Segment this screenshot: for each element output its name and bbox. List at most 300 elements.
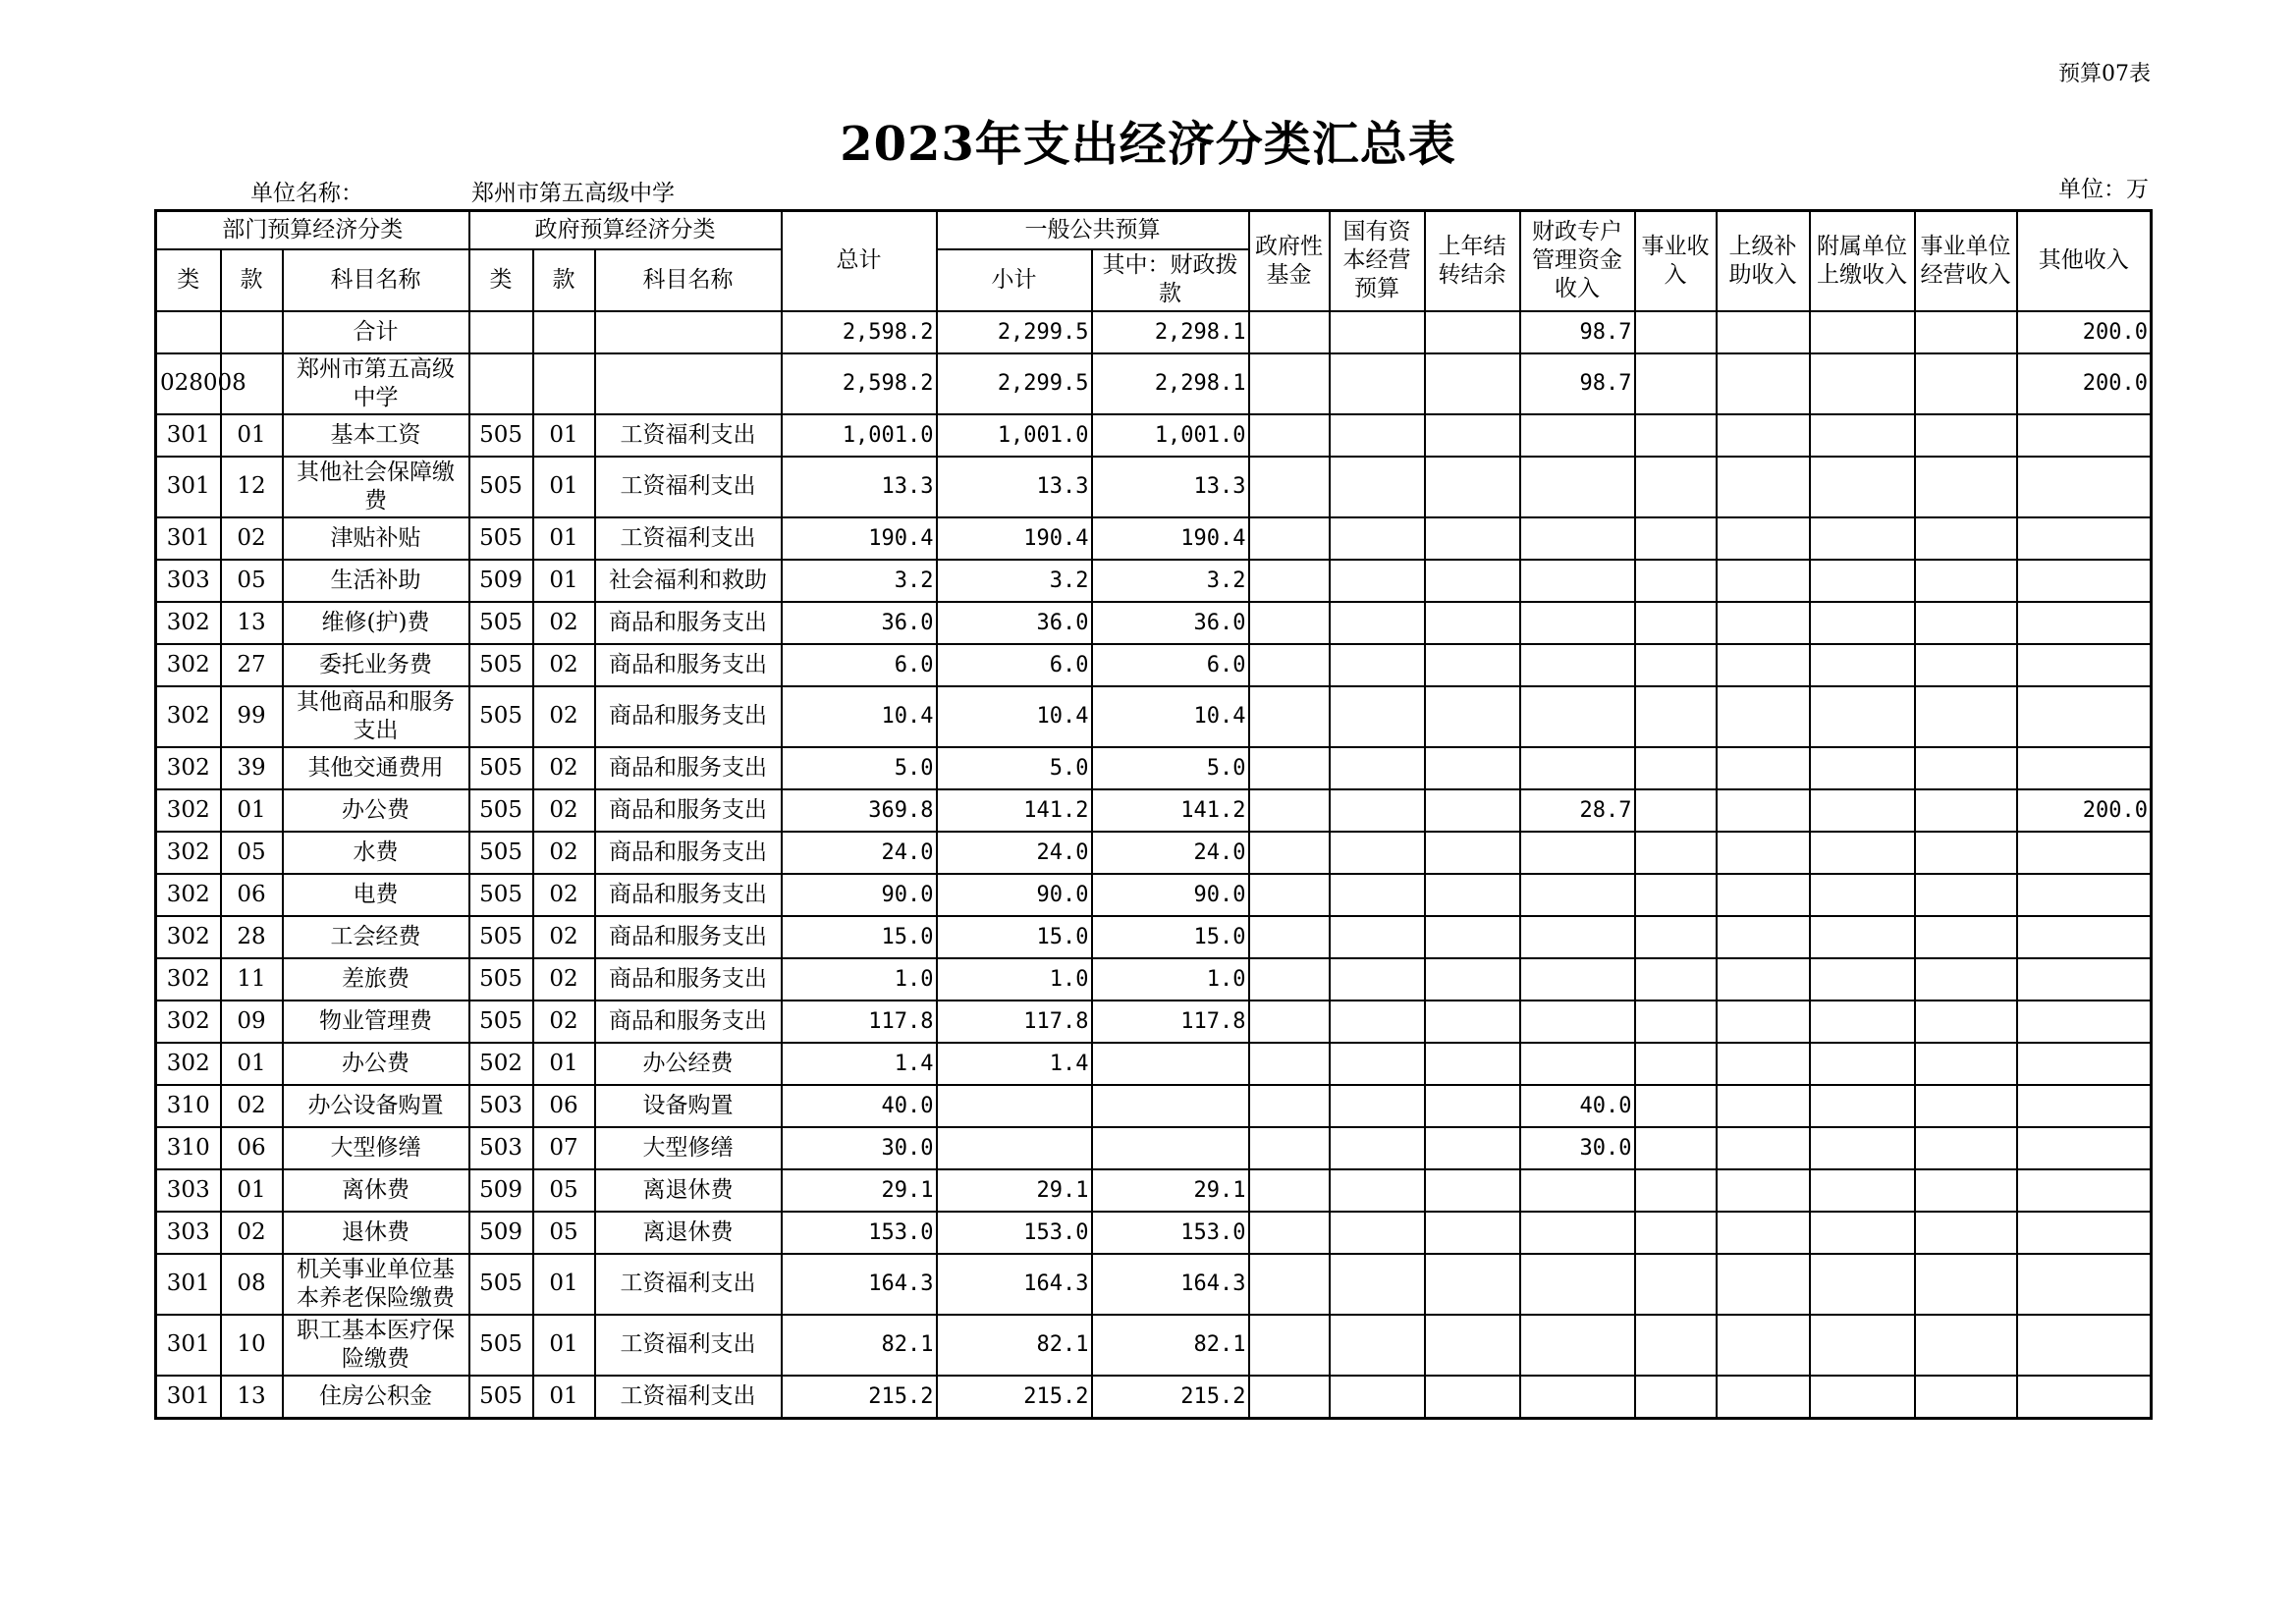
cell-fiscal-special: 98.7 [1520,353,1635,414]
cell-gov-fund [1249,1127,1330,1169]
cell-fiscal-special [1520,874,1635,916]
cell-dept-subject: 其他交通费用 [283,747,469,789]
cell-dept-kuan: 99 [221,686,283,747]
cell-dept-subject: 津贴补贴 [283,517,469,560]
cell-subtotal: 13.3 [937,457,1092,517]
cell-superior-subsidy [1717,1043,1810,1085]
cell-superior-subsidy [1717,1315,1810,1376]
cell-fiscal: 3.2 [1092,560,1249,602]
cell-superior-subsidy [1717,414,1810,457]
cell-fiscal-special: 40.0 [1520,1085,1635,1127]
cell-superior-subsidy [1717,832,1810,874]
cell-fiscal: 2,298.1 [1092,353,1249,414]
cell-dept-kuan: 27 [221,644,283,686]
cell-fiscal-special [1520,958,1635,1001]
cell-gov-kuan: 01 [533,1376,595,1419]
cell-state-capital [1330,686,1425,747]
cell-gov-fund [1249,1254,1330,1315]
cell-total: 164.3 [782,1254,937,1315]
cell-total: 82.1 [782,1315,937,1376]
cell-business-income [1635,832,1717,874]
cell-operating-income [1915,414,2017,457]
cell-gov-subject: 办公经费 [595,1043,782,1085]
table-row [156,353,2152,414]
cell-fiscal: 1,001.0 [1092,414,1249,457]
cell-gov-lei: 505 [469,1376,533,1419]
cell-gov-lei: 502 [469,1043,533,1085]
cell-state-capital [1330,1127,1425,1169]
cell-gov-fund [1249,1001,1330,1043]
cell-operating-income [1915,644,2017,686]
cell-other-income [2017,874,2152,916]
cell-carryover [1425,958,1520,1001]
cell-total: 13.3 [782,457,937,517]
cell-gov-fund [1249,916,1330,958]
form-number: 预算07表 [2058,62,2151,86]
unit-name-value: 郑州市第五高级中学 [471,181,675,206]
cell-gov-subject: 商品和服务支出 [595,747,782,789]
cell-superior-subsidy [1717,1254,1810,1315]
cell-fiscal: 82.1 [1092,1315,1249,1376]
cell-fiscal-special [1520,644,1635,686]
cell-dept-lei: 303 [156,1212,221,1254]
cell-business-income [1635,1001,1717,1043]
cell-gov-fund [1249,414,1330,457]
cell-subtotal: 15.0 [937,916,1092,958]
cell-carryover [1425,789,1520,832]
cell-superior-subsidy [1717,517,1810,560]
cell-subtotal: 117.8 [937,1001,1092,1043]
cell-dept-subject: 合计 [283,311,469,353]
cell-gov-fund [1249,832,1330,874]
cell-gov-subject: 商品和服务支出 [595,644,782,686]
cell-gov-lei: 505 [469,1001,533,1043]
cell-gov-fund [1249,517,1330,560]
cell-gov-subject: 离退休费 [595,1169,782,1212]
cell-dept-subject: 物业管理费 [283,1001,469,1043]
cell-fiscal-special: 98.7 [1520,311,1635,353]
table-row [156,1001,2152,1043]
cell-gov-lei: 505 [469,414,533,457]
cell-dept-subject: 住房公积金 [283,1376,469,1419]
cell-gov-fund [1249,602,1330,644]
cell-superior-subsidy [1717,1376,1810,1419]
cell-carryover [1425,874,1520,916]
cell-dept-subject: 退休费 [283,1212,469,1254]
cell-dept-kuan: 39 [221,747,283,789]
cell-fiscal-special [1520,686,1635,747]
cell-carryover [1425,1254,1520,1315]
cell-carryover [1425,1127,1520,1169]
cell-dept-lei [156,311,221,353]
cell-total: 30.0 [782,1127,937,1169]
cell-fiscal [1092,1127,1249,1169]
cell-state-capital [1330,1254,1425,1315]
cell-superior-subsidy [1717,602,1810,644]
cell-fiscal [1092,1043,1249,1085]
cell-gov-lei: 503 [469,1127,533,1169]
table-row [156,1212,2152,1254]
cell-other-income [2017,1169,2152,1212]
cell-fiscal-special [1520,1254,1635,1315]
cell-subtotal: 36.0 [937,602,1092,644]
cell-business-income [1635,517,1717,560]
cell-business-income [1635,1212,1717,1254]
cell-carryover [1425,1376,1520,1419]
cell-other-income [2017,517,2152,560]
cell-dept-subject: 郑州市第五高级中学 [283,353,469,414]
cell-gov-lei [469,353,533,414]
cell-operating-income [1915,1315,2017,1376]
cell-gov-kuan: 02 [533,916,595,958]
cell-fiscal: 6.0 [1092,644,1249,686]
header-gov-lei: 类 [469,249,533,311]
cell-other-income [2017,1043,2152,1085]
cell-gov-kuan: 02 [533,1001,595,1043]
cell-dept-kuan: 06 [221,874,283,916]
cell-operating-income [1915,1001,2017,1043]
cell-fiscal: 10.4 [1092,686,1249,747]
cell-gov-kuan: 06 [533,1085,595,1127]
cell-gov-subject: 商品和服务支出 [595,1001,782,1043]
cell-dept-subject: 工会经费 [283,916,469,958]
cell-dept-lei: 301 [156,1315,221,1376]
cell-other-income [2017,958,2152,1001]
expenditure-table [154,209,2153,1420]
cell-dept-kuan: 01 [221,1043,283,1085]
cell-dept-kuan: 10 [221,1315,283,1376]
cell-gov-lei: 505 [469,789,533,832]
cell-dept-kuan: 02 [221,517,283,560]
cell-operating-income [1915,686,2017,747]
cell-carryover [1425,414,1520,457]
cell-total: 15.0 [782,916,937,958]
cell-state-capital [1330,874,1425,916]
cell-operating-income [1915,560,2017,602]
table-row [156,958,2152,1001]
header-affiliated-income: 附属单位上缴收入 [1810,211,1915,311]
cell-business-income [1635,414,1717,457]
cell-other-income: 200.0 [2017,311,2152,353]
cell-affiliated-income [1810,1376,1915,1419]
cell-affiliated-income [1810,1212,1915,1254]
cell-gov-subject: 社会福利和救助 [595,560,782,602]
cell-gov-fund [1249,1169,1330,1212]
cell-gov-fund [1249,560,1330,602]
cell-gov-subject: 工资福利支出 [595,1254,782,1315]
table-row [156,832,2152,874]
cell-carryover [1425,1001,1520,1043]
cell-gov-kuan: 02 [533,644,595,686]
cell-other-income [2017,1127,2152,1169]
cell-superior-subsidy [1717,644,1810,686]
cell-gov-lei: 505 [469,958,533,1001]
cell-fiscal: 29.1 [1092,1169,1249,1212]
cell-total: 153.0 [782,1212,937,1254]
cell-dept-kuan: 05 [221,832,283,874]
cell-business-income [1635,311,1717,353]
cell-dept-subject: 其他社会保障缴费 [283,457,469,517]
cell-business-income [1635,686,1717,747]
table-row [156,1127,2152,1169]
cell-dept-kuan [221,311,283,353]
cell-carryover [1425,1043,1520,1085]
cell-fiscal: 2,298.1 [1092,311,1249,353]
cell-superior-subsidy [1717,311,1810,353]
header-superior-subsidy: 上级补助收入 [1717,211,1810,311]
cell-carryover [1425,1169,1520,1212]
cell-dept-kuan: 02 [221,1085,283,1127]
cell-dept-lei: 303 [156,560,221,602]
cell-affiliated-income [1810,1127,1915,1169]
cell-operating-income [1915,1376,2017,1419]
table-row [156,686,2152,747]
cell-gov-kuan: 01 [533,560,595,602]
cell-gov-lei: 505 [469,874,533,916]
cell-gov-lei: 505 [469,644,533,686]
cell-fiscal-special [1520,414,1635,457]
cell-affiliated-income [1810,602,1915,644]
cell-dept-subject: 大型修缮 [283,1127,469,1169]
cell-gov-subject: 工资福利支出 [595,1376,782,1419]
cell-fiscal: 141.2 [1092,789,1249,832]
cell-gov-subject: 商品和服务支出 [595,916,782,958]
table-row [156,1085,2152,1127]
cell-state-capital [1330,353,1425,414]
cell-dept-lei: 301 [156,517,221,560]
cell-dept-lei: 303 [156,1169,221,1212]
cell-gov-fund [1249,874,1330,916]
cell-business-income [1635,1254,1717,1315]
cell-gov-kuan [533,311,595,353]
cell-superior-subsidy [1717,1169,1810,1212]
cell-gov-kuan: 01 [533,1254,595,1315]
cell-gov-fund [1249,311,1330,353]
cell-fiscal-special [1520,1001,1635,1043]
cell-fiscal-special [1520,1169,1635,1212]
cell-carryover [1425,602,1520,644]
cell-total: 369.8 [782,789,937,832]
table-row [156,1254,2152,1315]
cell-dept-kuan: 02 [221,1212,283,1254]
header-total: 总计 [782,211,937,311]
cell-operating-income [1915,916,2017,958]
cell-affiliated-income [1810,1315,1915,1376]
header-gov-fund: 政府性基金 [1249,211,1330,311]
cell-operating-income [1915,874,2017,916]
cell-state-capital [1330,958,1425,1001]
cell-subtotal: 5.0 [937,747,1092,789]
table-row [156,874,2152,916]
cell-dept-subject: 其他商品和服务支出 [283,686,469,747]
cell-fiscal: 153.0 [1092,1212,1249,1254]
cell-gov-kuan: 01 [533,1043,595,1085]
header-gov-kuan: 款 [533,249,595,311]
cell-subtotal: 3.2 [937,560,1092,602]
cell-dept-subject: 职工基本医疗保险缴费 [283,1315,469,1376]
cell-superior-subsidy [1717,1127,1810,1169]
cell-gov-lei: 505 [469,686,533,747]
cell-affiliated-income [1810,353,1915,414]
cell-dept-kuan: 12 [221,457,283,517]
cell-total: 29.1 [782,1169,937,1212]
cell-gov-fund [1249,789,1330,832]
cell-subtotal: 153.0 [937,1212,1092,1254]
cell-gov-subject: 商品和服务支出 [595,686,782,747]
cell-operating-income [1915,1127,2017,1169]
cell-gov-kuan: 01 [533,414,595,457]
cell-state-capital [1330,414,1425,457]
cell-gov-lei: 505 [469,457,533,517]
cell-gov-subject: 大型修缮 [595,1127,782,1169]
cell-dept-kuan: 01 [221,789,283,832]
header-prev-carryover: 上年结转结余 [1425,211,1520,311]
cell-business-income [1635,747,1717,789]
cell-gov-fund [1249,1212,1330,1254]
cell-other-income [2017,644,2152,686]
cell-gov-kuan: 02 [533,874,595,916]
cell-gov-kuan: 02 [533,832,595,874]
cell-gov-subject: 设备购置 [595,1085,782,1127]
cell-subtotal: 82.1 [937,1315,1092,1376]
unit-of-measure: 单位：万 [2058,177,2149,202]
cell-subtotal: 1.0 [937,958,1092,1001]
table-row [156,602,2152,644]
cell-dept-kuan: 01 [221,1169,283,1212]
cell-gov-kuan: 02 [533,958,595,1001]
cell-other-income [2017,1212,2152,1254]
table-row [156,457,2152,517]
cell-gov-lei: 505 [469,1315,533,1376]
cell-business-income [1635,457,1717,517]
table-row [156,1376,2152,1419]
cell-gov-subject [595,311,782,353]
cell-superior-subsidy [1717,789,1810,832]
cell-total: 24.0 [782,832,937,874]
cell-subtotal: 2,299.5 [937,353,1092,414]
cell-total: 36.0 [782,602,937,644]
cell-dept-lei: 301 [156,414,221,457]
cell-gov-subject: 商品和服务支出 [595,832,782,874]
cell-business-income [1635,789,1717,832]
cell-dept-subject: 办公费 [283,1043,469,1085]
cell-carryover [1425,353,1520,414]
cell-superior-subsidy [1717,686,1810,747]
cell-gov-subject: 工资福利支出 [595,457,782,517]
cell-business-income [1635,644,1717,686]
cell-state-capital [1330,1043,1425,1085]
cell-fiscal: 24.0 [1092,832,1249,874]
cell-gov-lei: 505 [469,747,533,789]
header-dept-kuan: 款 [221,249,283,311]
cell-total: 2,598.2 [782,311,937,353]
cell-affiliated-income [1810,1169,1915,1212]
cell-gov-fund [1249,457,1330,517]
cell-affiliated-income [1810,958,1915,1001]
cell-gov-fund [1249,1315,1330,1376]
cell-dept-subject: 离休费 [283,1169,469,1212]
cell-superior-subsidy [1717,874,1810,916]
cell-state-capital [1330,747,1425,789]
cell-carryover [1425,686,1520,747]
cell-superior-subsidy [1717,1212,1810,1254]
cell-state-capital [1330,1315,1425,1376]
cell-subtotal: 215.2 [937,1376,1092,1419]
cell-business-income [1635,602,1717,644]
cell-dept-kuan: 05 [221,560,283,602]
cell-fiscal-special [1520,1376,1635,1419]
cell-gov-fund [1249,1043,1330,1085]
cell-gov-fund [1249,1085,1330,1127]
cell-total: 6.0 [782,644,937,686]
cell-carryover [1425,832,1520,874]
cell-affiliated-income [1810,560,1915,602]
cell-subtotal: 1,001.0 [937,414,1092,457]
table-row [156,916,2152,958]
cell-other-income [2017,602,2152,644]
cell-carryover [1425,916,1520,958]
cell-superior-subsidy [1717,353,1810,414]
cell-fiscal-special: 30.0 [1520,1127,1635,1169]
cell-dept-lei: 302 [156,874,221,916]
cell-dept-lei: 301 [156,1376,221,1419]
cell-dept-kuan: 28 [221,916,283,958]
cell-gov-subject: 工资福利支出 [595,1315,782,1376]
cell-gov-kuan: 05 [533,1169,595,1212]
cell-fiscal-special [1520,602,1635,644]
cell-superior-subsidy [1717,1085,1810,1127]
cell-other-income [2017,457,2152,517]
cell-state-capital [1330,560,1425,602]
cell-dept-kuan: 01 [221,414,283,457]
cell-carryover [1425,311,1520,353]
cell-business-income [1635,1376,1717,1419]
table-row [156,789,2152,832]
cell-state-capital [1330,1001,1425,1043]
cell-gov-kuan: 05 [533,1212,595,1254]
unit-name-label: 单位名称： [250,181,363,206]
cell-other-income [2017,686,2152,747]
cell-gov-kuan: 02 [533,789,595,832]
cell-state-capital [1330,1212,1425,1254]
cell-total: 1.0 [782,958,937,1001]
header-state-capital: 国有资本经营预算 [1330,211,1425,311]
cell-state-capital [1330,311,1425,353]
cell-fiscal-special [1520,916,1635,958]
cell-fiscal: 36.0 [1092,602,1249,644]
cell-gov-kuan: 01 [533,517,595,560]
cell-affiliated-income [1810,874,1915,916]
header-other-income: 其他收入 [2017,211,2152,311]
cell-fiscal: 5.0 [1092,747,1249,789]
cell-dept-lei: 301 [156,457,221,517]
cell-dept-lei: 302 [156,789,221,832]
cell-affiliated-income [1810,644,1915,686]
cell-fiscal-special [1520,747,1635,789]
cell-gov-lei: 509 [469,1169,533,1212]
cell-state-capital [1330,832,1425,874]
cell-superior-subsidy [1717,560,1810,602]
cell-subtotal: 10.4 [937,686,1092,747]
cell-subtotal: 29.1 [937,1169,1092,1212]
cell-carryover [1425,457,1520,517]
cell-other-income [2017,916,2152,958]
cell-state-capital [1330,916,1425,958]
cell-affiliated-income [1810,517,1915,560]
header-dept-lei: 类 [156,249,221,311]
cell-dept-lei: 302 [156,644,221,686]
header-operating-income: 事业单位经营收入 [1915,211,2017,311]
